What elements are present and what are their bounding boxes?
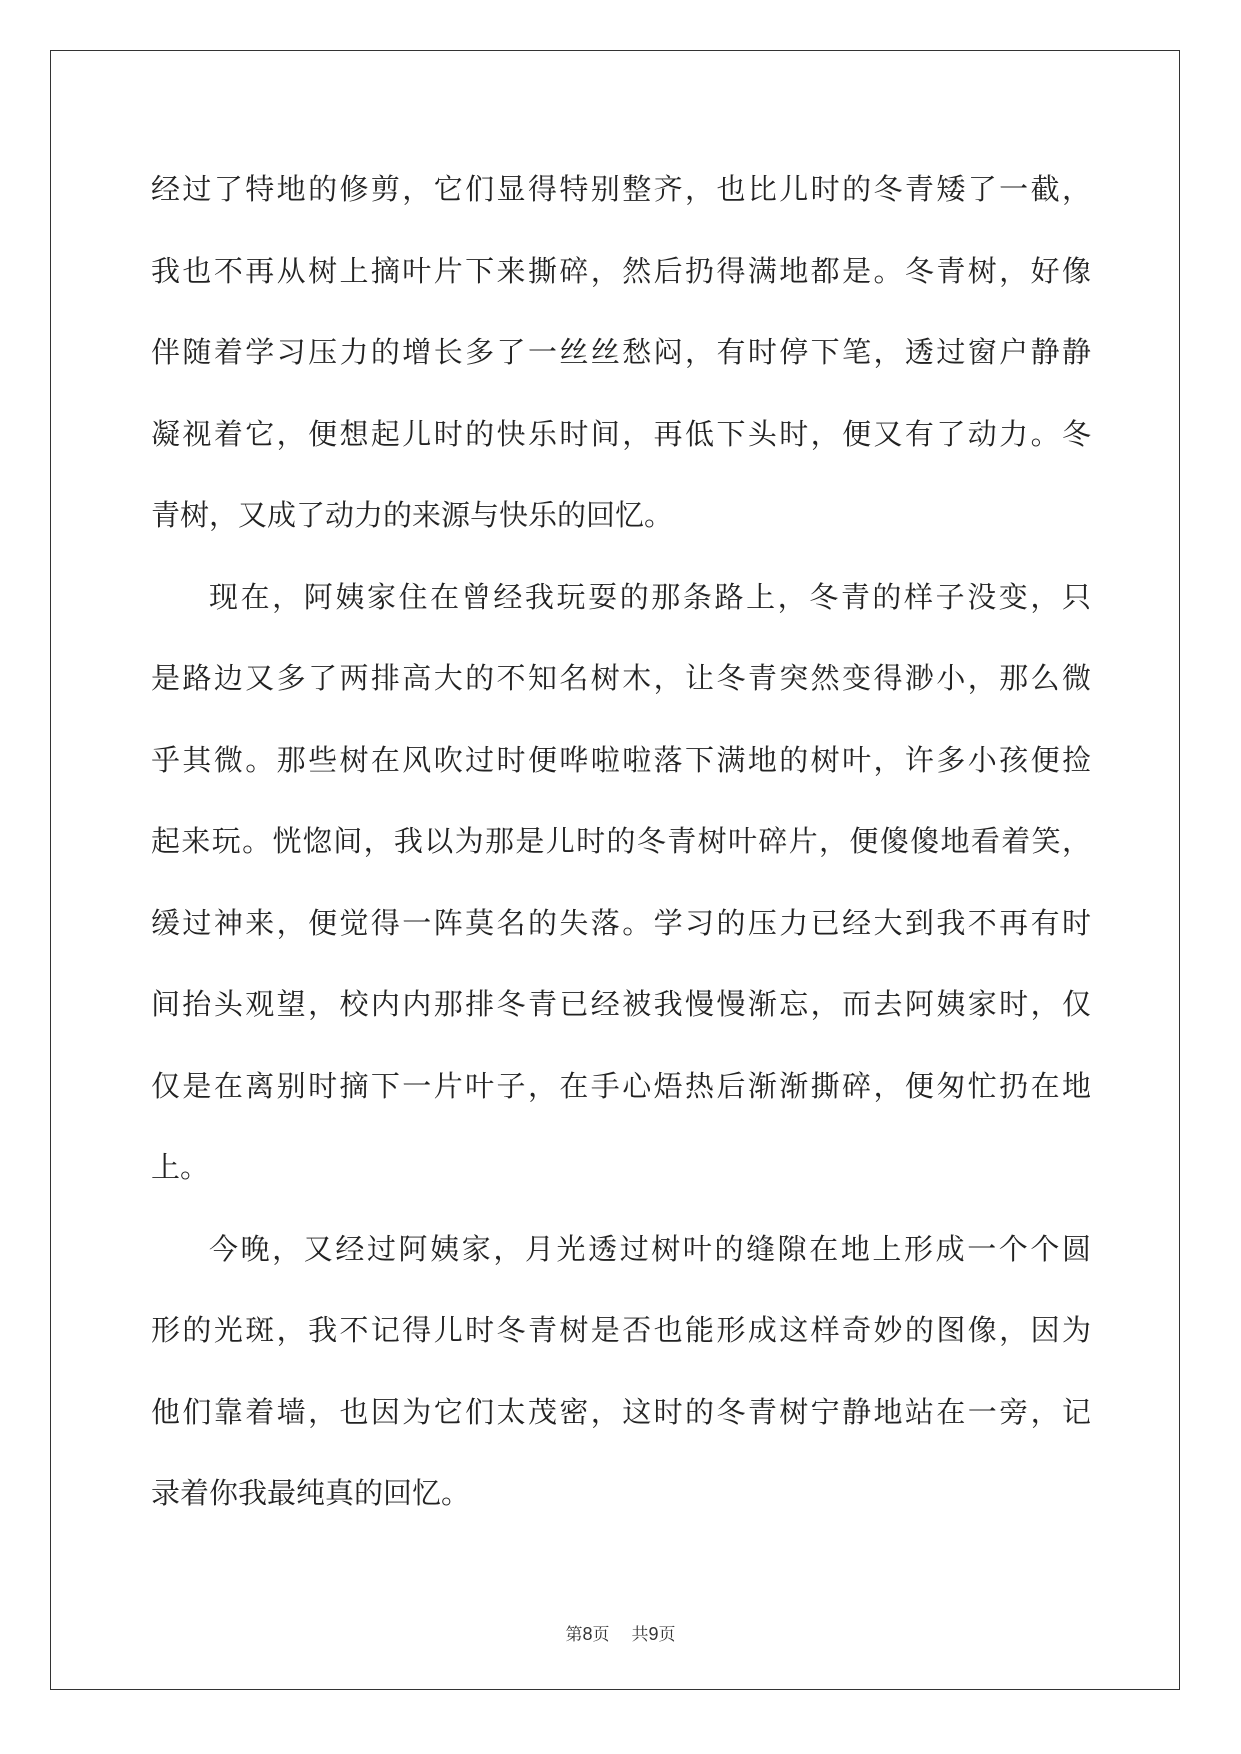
text-line: 我也不再从树上摘叶片下来撕碎，然后扔得满地都是。冬青树，好像 [151,253,1091,288]
text-line: 缓过神来，便觉得一阵莫名的失落。学习的压力已经大到我不再有时 [151,905,1091,940]
text-line: 青树，又成了动力的来源与快乐的回忆。 [151,498,674,532]
text-line: 间抬头观望，校内内那排冬青已经被我慢慢渐忘，而去阿姨家时，仅 [151,987,1091,1021]
text-line: 乎其微。那些树在风吹过时便哗啦啦落下满地的树叶，许多小孩便捡 [151,742,1091,777]
text-line: 仅是在离别时摘下一片叶子，在手心焐热后渐渐撕碎，便匆忙扔在地 [151,1068,1091,1103]
text-line: 上。 [151,1150,210,1184]
text-line: 是路边又多了两排高大的不知名树木，让冬青突然变得渺小，那么微 [151,661,1091,695]
document-body [151,149,1091,1535]
page-number: 8 [582,1624,593,1644]
page-prefix: 第 [565,1625,583,1645]
text-line-indented: 现在，阿姨家住在曾经我玩耍的那条路上，冬青的样子没变，只 [209,579,1091,614]
total-pages: 9 [648,1624,659,1644]
text-line: 他们靠着墙，也因为它们太茂密，这时的冬青树宁静地站在一旁，记 [151,1394,1091,1429]
text-line: 形的光斑，我不记得儿时冬青树是否也能形成这样奇妙的图像，因为 [151,1313,1091,1347]
text-line: 起来玩。恍惚间，我以为那是儿时的冬青树叶碎片，便傻傻地看着笑， [151,824,1091,858]
text-line: 伴随着学习压力的增长多了一丝丝愁闷，有时停下笔，透过窗户静静 [151,335,1091,369]
total-prefix: 共 [631,1625,649,1645]
text-line: 经过了特地的修剪，它们显得特别整齐，也比儿时的冬青矮了一截， [151,172,1091,206]
total-suffix: 页 [658,1625,676,1645]
text-line-indented: 今晚，又经过阿姨家，月光透过树叶的缝隙在地上形成一个个圆 [209,1231,1091,1266]
text-line: 录着你我最纯真的回忆。 [151,1476,471,1510]
text-line: 凝视着它，便想起儿时的快乐时间，再低下头时，便又有了动力。冬 [151,416,1091,451]
page-suffix: 页 [592,1625,610,1645]
page-footer [0,1620,1241,1645]
